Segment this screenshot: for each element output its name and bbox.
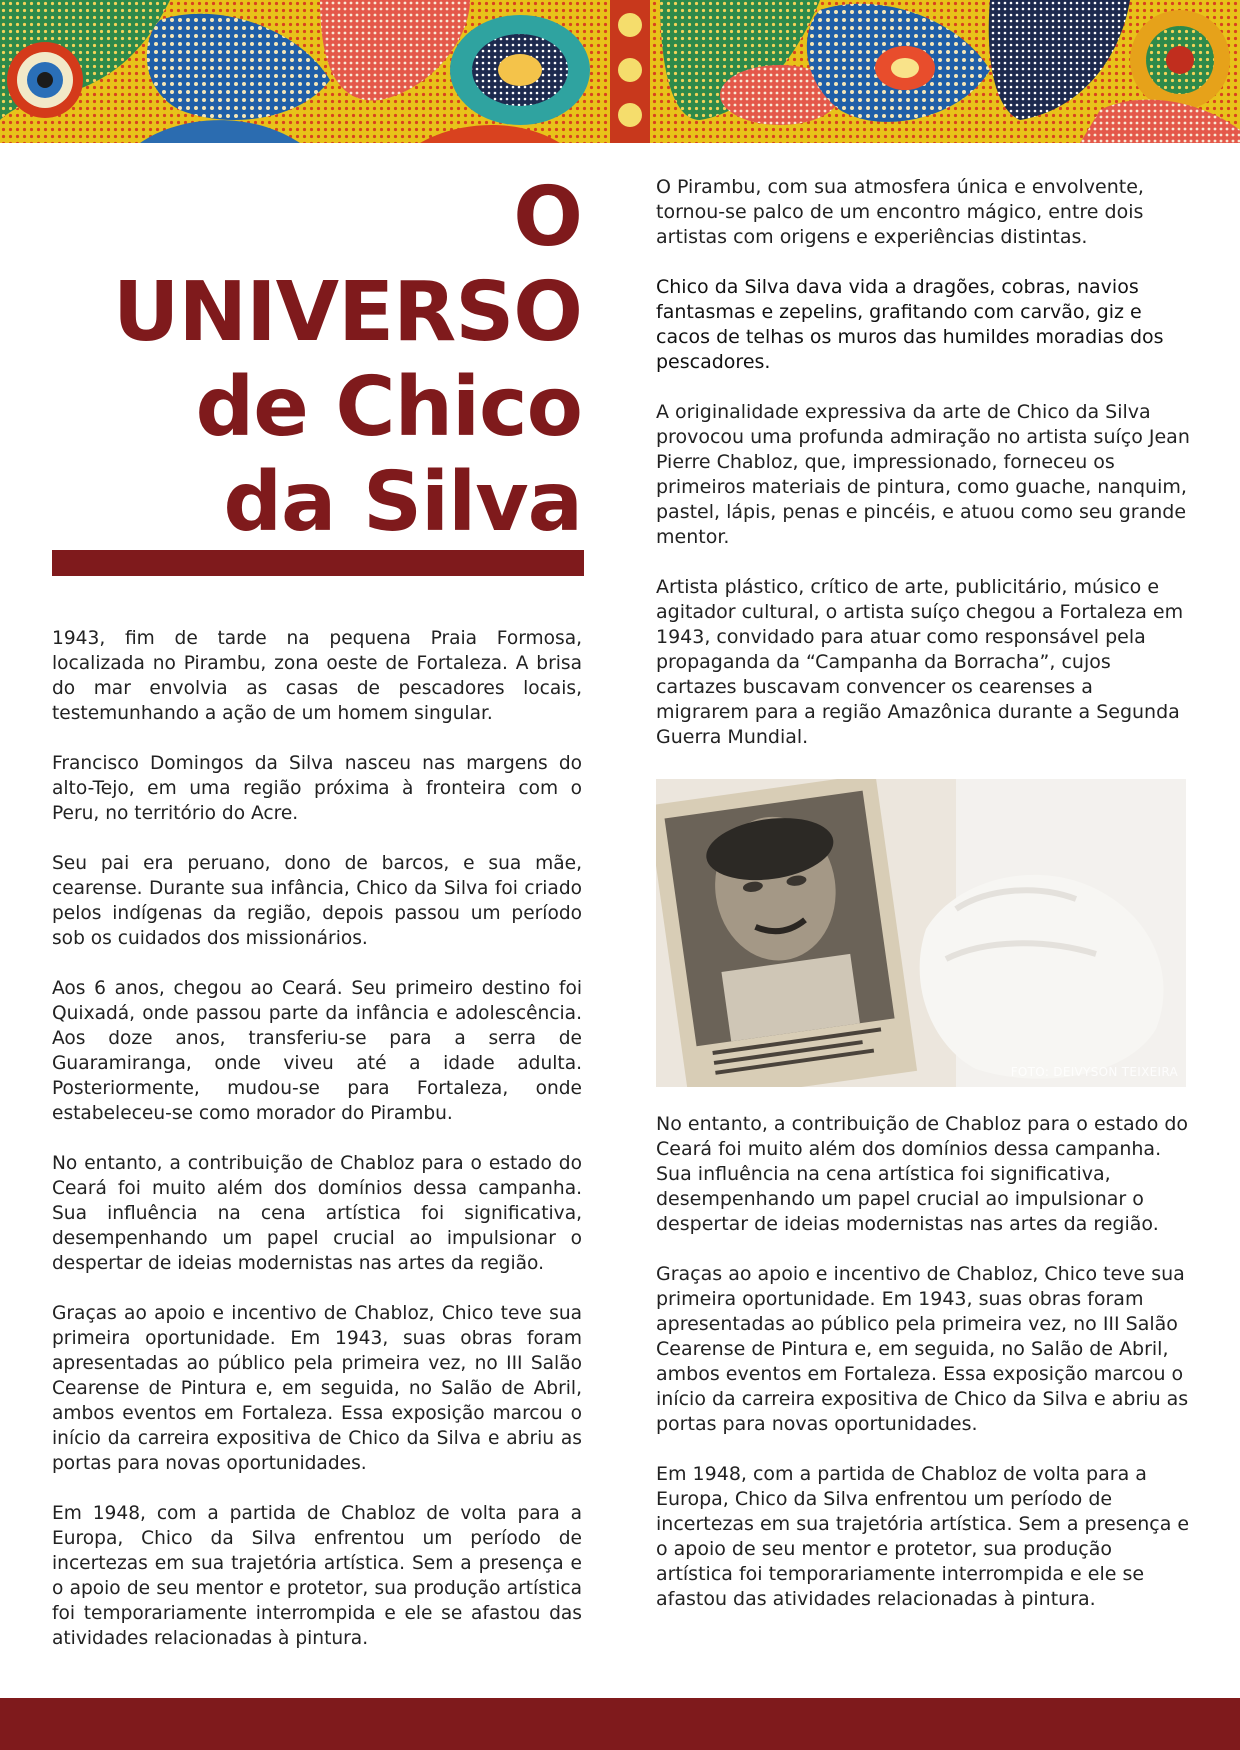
title-underline-bar [52, 550, 584, 576]
photo-credit: FOTO: DEIVYSON TEIXEIRA [1010, 1065, 1178, 1079]
title-line-1: O UNIVERSO [112, 170, 582, 360]
left-paragraph-3: Seu pai era peruano, dono de barcos, e sua mãe, cearense. Durante sua infância, Chico da Silva foi criado pelos indígenas da região, depois passou um período sob os cuidados dos missionários. [52, 853, 582, 949]
left-paragraph-2: Francisco Domingos da Silva nasceu nas margens do alto-Tejo, em uma região próxima à fronteira com o Peru, no território do Acre. [52, 753, 582, 824]
left-article-text [52, 626, 582, 1651]
right-paragraph-5: No entanto, a contribuição de Chabloz para o estado do Ceará foi muito além dos domínios dessa campanha. Sua influência na cena artística foi significativa, desempenhando um papel crucial ao impulsionar o despertar de ideias modernistas nas artes da região. [656, 1113, 1189, 1235]
left-paragraph-4: Aos 6 anos, chegou ao Ceará. Seu primeiro destino foi Quixadá, onde passou parte da infância e adolescência. Aos doze anos, transferiu-se para a serra de Guaramiranga, onde viveu até a idade adulta. Posteriormente, mudou-se para Fortaleza, onde estabeleceu-se como morador do Pirambu. [52, 978, 582, 1124]
right-paragraph-6: Graças ao apoio e incentivo de Chabloz, Chico teve sua primeira oportunidade. Em 1943, suas obras foram apresentadas ao público pela primeira vez, no III Salão Cearense de Pintura e, em seguida, no Salão de Abril, ambos eventos em Fortaleza. Essa exposição marcou o início da carreira expositiva de Chico da Silva e abriu as portas para novas oportunidades. [656, 1263, 1189, 1435]
left-column [52, 170, 582, 1676]
footer-bar [0, 1698, 1240, 1750]
right-paragraph-3: A originalidade expressiva da arte de Chico da Silva provocou uma profunda admiração no artista suíço Jean Pierre Chabloz, que, impressionado, forneceu os primeiros materiais de pintura, como guache, nanquim, pastel, lápis, penas e pincéis, e atuou como seu grande mentor. [656, 401, 1190, 548]
title-line-2: de Chico [195, 360, 582, 455]
right-column-top [656, 175, 1191, 775]
right-paragraph-7: Em 1948, com a partida de Chabloz de volta para a Europa, Chico da Silva enfrentou um período de incertezas em sua trajetória artística. Sem a presença e o apoio de seu mentor e protetor, sua produção artística foi temporariamente interrompida e ele se afastou das atividades relacionadas à pintura. [656, 1463, 1190, 1610]
right-paragraph-1: O Pirambu, com sua atmosfera única e envolvente, tornou-se palco de um encontro mágico, entre dois artistas com origens e experiências distintas. [656, 176, 1144, 248]
right-column-bottom [656, 1112, 1191, 1637]
right-paragraph-highlight: Chico da Silva dava vida a dragões, cobras, navios fantasmas e zepelins, grafitando com carvão, giz e cacos de telhas os muros das humildes moradias dos pescadores. [656, 276, 1164, 373]
title-line-3: da Silva [223, 455, 582, 550]
left-paragraph-1: 1943, fim de tarde na pequena Praia Formosa, localizada no Pirambu, zona oeste de Fortaleza. A brisa do mar envolvia as casas de pescadores locais, testemunhando a ação de um homem singular. [52, 628, 582, 724]
page-title [52, 170, 582, 550]
archival-photo [656, 779, 1186, 1087]
header-banner-painting [0, 0, 1240, 143]
right-paragraph-4: Artista plástico, crítico de arte, publicitário, músico e agitador cultural, o artista suíço chegou a Fortaleza em 1943, convidado para atuar como responsável pela propaganda da “Campanha da Borracha”, cujos cartazes buscavam convencer os cearenses a migrarem para a região Amazônica durante a Segunda Guerra Mundial. [656, 576, 1184, 748]
left-paragraph-6: Graças ao apoio e incentivo de Chabloz, Chico teve sua primeira oportunidade. Em 1943, suas obras foram apresentadas ao público pela primeira vez, no III Salão Cearense de Pintura e, em seguida, no Salão de Abril, ambos eventos em Fortaleza. Essa exposição marcou o início da carreira expositiva de Chico da Silva e abriu as portas para novas oportunidades. [52, 1303, 582, 1474]
left-paragraph-7: Em 1948, com a partida de Chabloz de volta para a Europa, Chico da Silva enfrentou um período de incertezas em sua trajetória artística. Sem a presença e o apoio de seu mentor e protetor, sua produção artística foi temporariamente interrompida e ele se afastou das atividades relacionadas à pintura. [52, 1503, 582, 1649]
left-paragraph-5: No entanto, a contribuição de Chabloz para o estado do Ceará foi muito além dos domínios dessa campanha. Sua influência na cena artística foi significativa, desempenhando um papel crucial ao impulsionar o despertar de ideias modernistas nas artes da região. [52, 1153, 582, 1274]
